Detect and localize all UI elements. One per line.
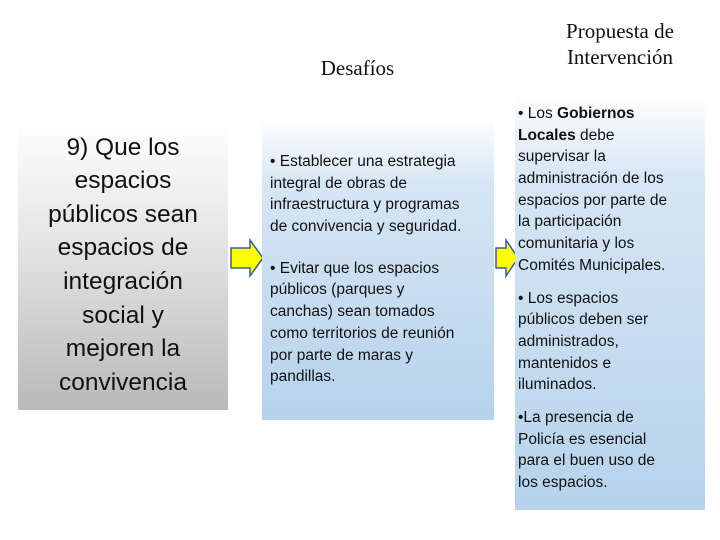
- intervention-item-3: •La presencia de Policía es esencial para el buen uso de los espacios.: [518, 408, 656, 491]
- arrow-right-icon: [230, 238, 264, 278]
- challenge-item-1: • Establecer una estrategia integral de obras de infraestructura y programas de convivencia y seguridad.: [270, 153, 462, 236]
- intervention-item-1: [518, 103, 705, 277]
- heading-desafios: Desafíos: [320, 56, 395, 80]
- challenges-list-box: [262, 118, 494, 420]
- intervention-box: [515, 95, 705, 510]
- intervention-item-1-rest: debe supervisar la administración de los espacios por parte de la participación comunitaria y los Comités Municipales.: [518, 126, 668, 274]
- challenge-item-2: • Evitar que los espacios públicos (parques y canchas) sean tomados como territorios de reunión por parte de maras y pandillas.: [270, 259, 455, 386]
- challenge-text: 9) Que los espacios públicos sean espacios de integración social y mejoren la convivencia: [48, 133, 198, 396]
- challenge-box: [18, 120, 228, 410]
- intervention-item-2: • Los espacios públicos deben ser administrados, mantenidos e iluminados.: [518, 289, 649, 394]
- heading-propuesta-de-intervencion: Propuesta de Intervención: [566, 19, 674, 70]
- intervention-item-1-bold: Gobiernos Locales: [518, 105, 635, 144]
- intervention-item-1-prefix: • Los: [518, 105, 558, 122]
